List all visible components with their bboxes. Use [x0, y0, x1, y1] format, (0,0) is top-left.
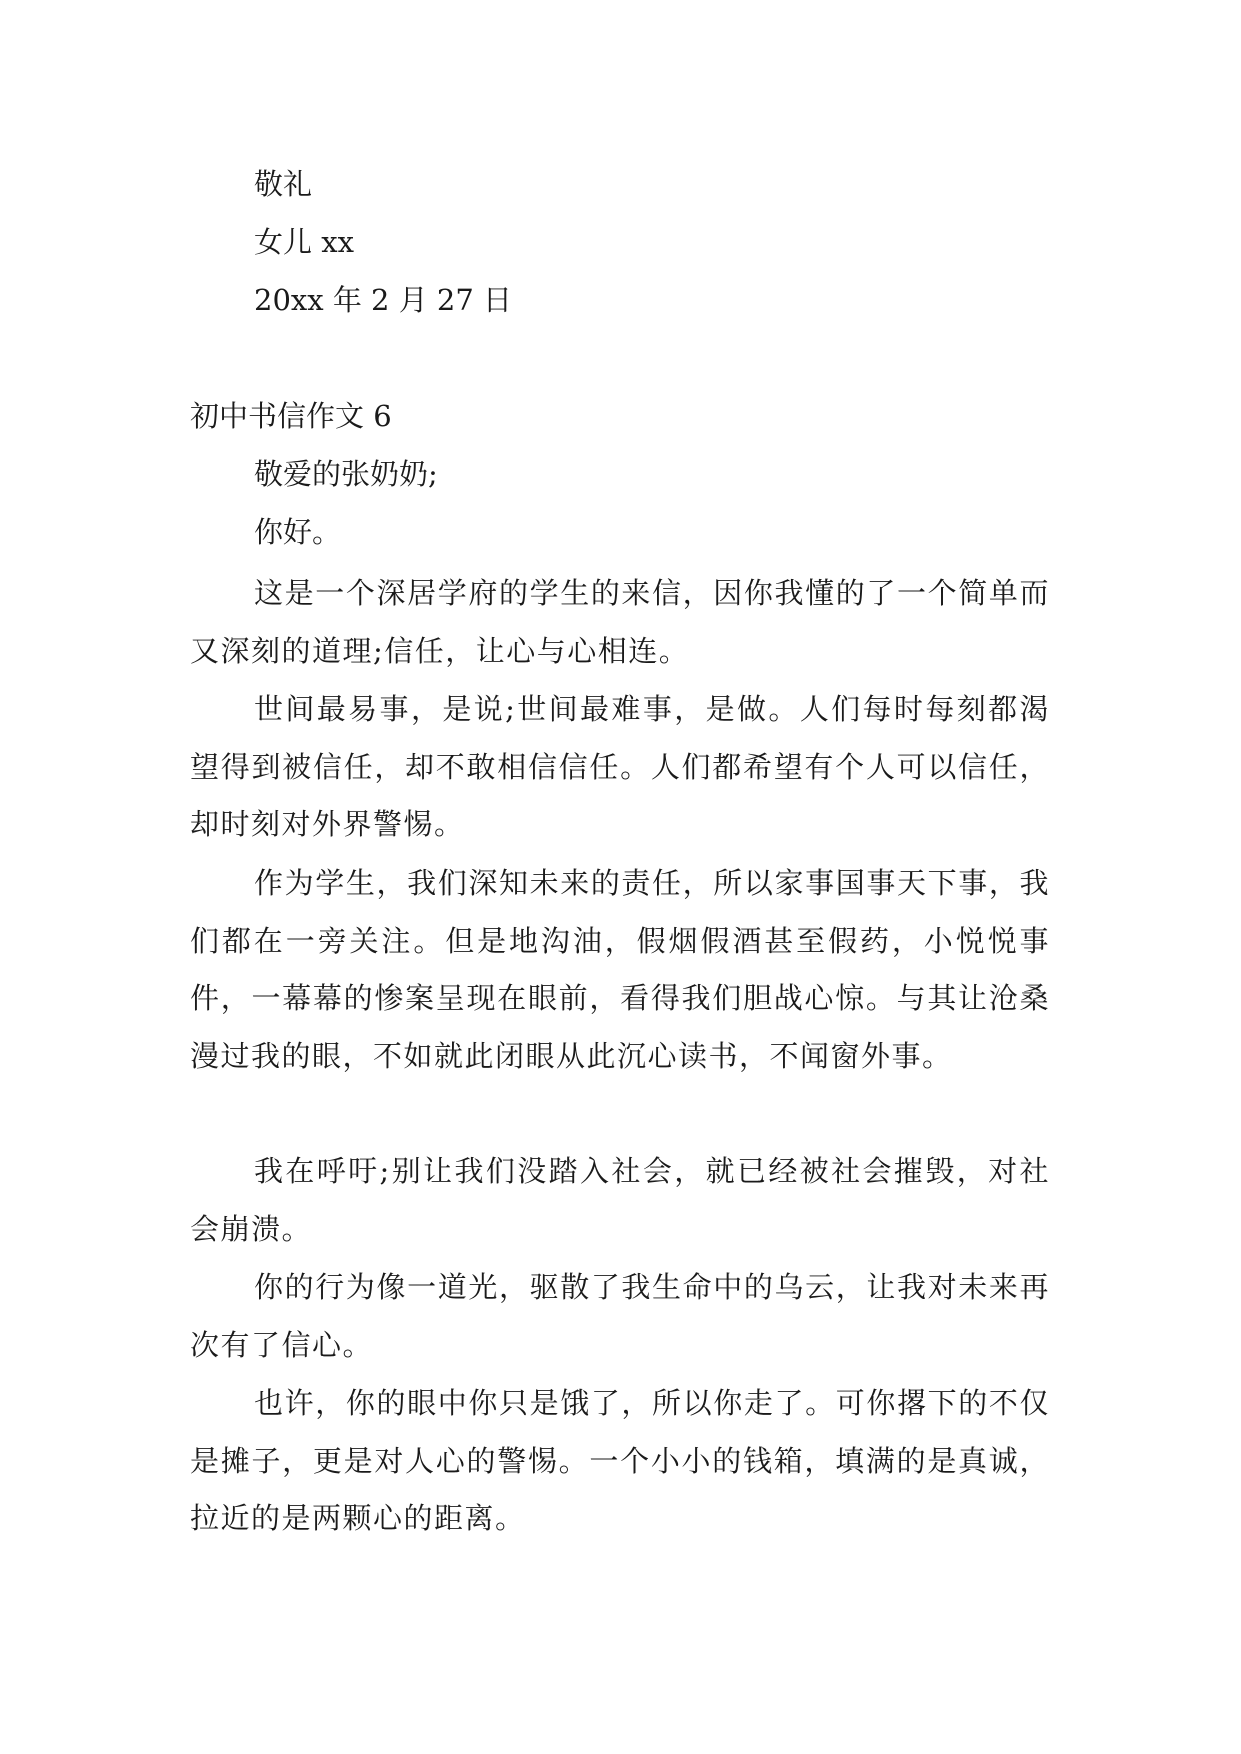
letter-greeting: 敬爱的张奶奶;	[254, 457, 438, 491]
closing-date: 20xx 年 2 月 27 日	[254, 283, 513, 317]
closing-signature: 女儿 xx	[254, 225, 354, 259]
section-title: 初中书信作文 6	[190, 399, 392, 433]
paragraph-3: 作为学生，我们深知未来的责任，所以家事国事天下事，我们都在一旁关注。但是地沟油，假烟假酒甚至假药，小悦悦事件，一幕幕的惨案呈现在眼前，看得我们胆战心惊。与其让沧桑漫过我的眼，不如就此闭眼从此沉心读书，不闻窗外事。	[190, 866, 1050, 1073]
letter-hello: 你好。	[254, 515, 342, 549]
paragraph-5: 你的行为像一道光，驱散了我生命中的乌云，让我对未来再次有了信心。	[190, 1270, 1050, 1362]
paragraph-6: 也许，你的眼中你只是饿了，所以你走了。可你撂下的不仅是摊子，更是对人心的警惕。一个小小的钱箱，填满的是真诚，拉近的是两颗心的距离。	[190, 1386, 1050, 1535]
paragraph-4: 我在呼吁;别让我们没踏入社会，就已经被社会摧毁，对社会崩溃。	[190, 1154, 1050, 1246]
closing-salutation: 敬礼	[254, 167, 313, 201]
paragraph-1: 这是一个深居学府的学生的来信，因你我懂的了一个简单而又深刻的道理;信任，让心与心相连。	[190, 576, 1050, 668]
paragraph-2: 世间最易事，是说;世间最难事，是做。人们每时每刻都渴望得到被信任，却不敢相信信任。人们都希望有个人可以信任，却时刻对外界警惕。	[190, 692, 1050, 841]
